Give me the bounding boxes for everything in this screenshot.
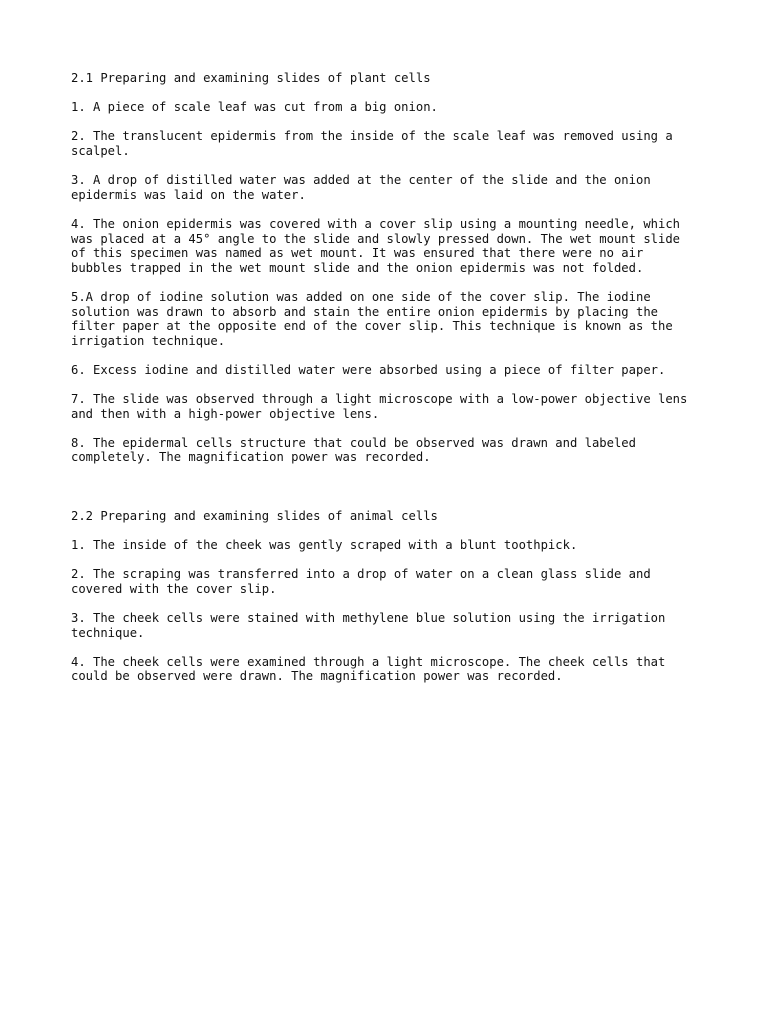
- plant-step-6: 6. Excess iodine and distilled water were absorbed using a piece of filter paper.: [71, 362, 666, 377]
- animal-step-3: 3. The cheek cells were stained with methylene blue solution using the irrigation technique.: [71, 610, 666, 640]
- plant-step-3: 3. A drop of distilled water was added at the center of the slide and the onion epidermis was laid on the water.: [71, 173, 651, 202]
- animal-step-4: 4. The cheek cells were examined through a light microscope. The cheek cells that could be observed were drawn. The magnification power was recorded.: [71, 654, 666, 684]
- section-spacer: [71, 480, 701, 509]
- section-heading-plant-cells: 2.1 Preparing and examining slides of plant cells: [71, 71, 431, 85]
- section-heading-animal-cells: 2.2 Preparing and examining slides of animal cells: [71, 508, 438, 523]
- plant-step-7: 7. The slide was observed through a light microscope with a low-power objective lens and then with a high-power objective lens.: [71, 392, 688, 421]
- plant-step-8: 8. The epidermal cells structure that could be observed was drawn and labeled completely. The magnification power was recorded.: [71, 435, 636, 465]
- animal-step-2: 2. The scraping was transferred into a drop of water on a clean glass slide and covered with the cover slip.: [71, 567, 651, 596]
- animal-step-1: 1. The inside of the cheek was gently scraped with a blunt toothpick.: [71, 538, 578, 552]
- plant-step-2: 2. The translucent epidermis from the inside of the scale leaf was removed using a scalpel.: [71, 129, 673, 158]
- plant-step-5: 5.A drop of iodine solution was added on one side of the cover slip. The iodine solution was drawn to absorb and stain the entire onion epidermis by placing the filter paper at the opposite end of the cover slip. This technique is known as the irrigation technique.: [71, 289, 673, 348]
- plant-step-4: 4. The onion epidermis was covered with a cover slip using a mounting needle, which was placed at a 45° angle to the slide and slowly pressed down. The wet mount slide of this specimen was named as wet mount. It was ensured that there were no air bubbles trapped in the wet mount slide and the onion epidermis was not folded.: [71, 216, 681, 275]
- plant-step-1: 1. A piece of scale leaf was cut from a big onion.: [71, 100, 438, 115]
- document-body: [71, 71, 701, 699]
